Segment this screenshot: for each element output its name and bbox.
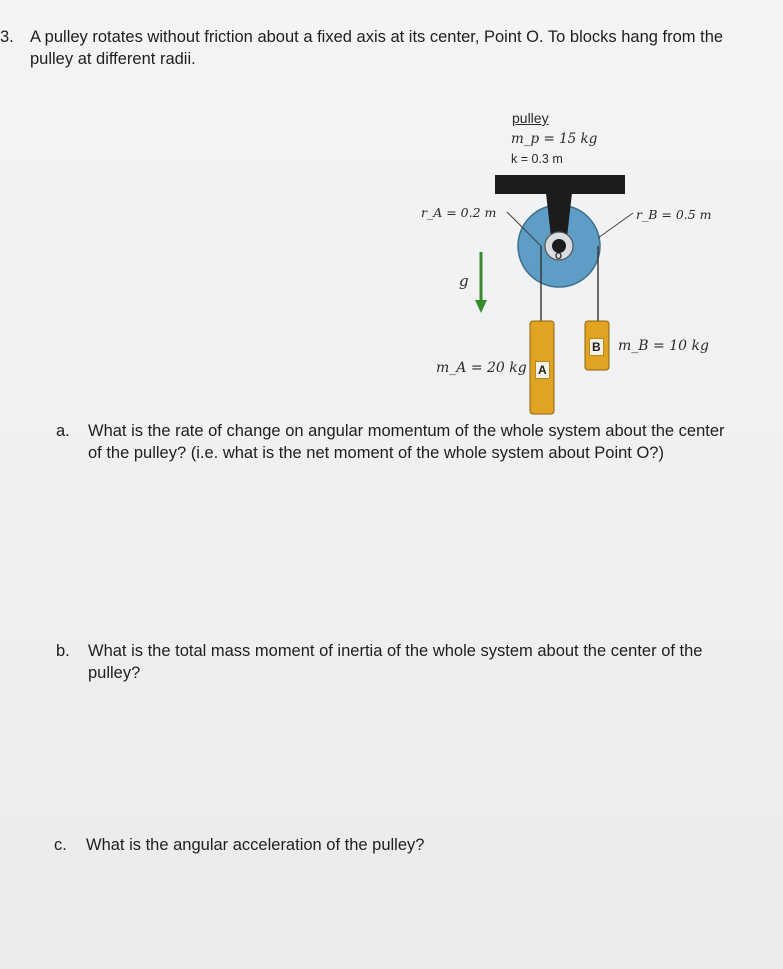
mass-a-label: m_A = 20 kg bbox=[436, 360, 527, 376]
radius-a-label: r_A = 0.2 m bbox=[421, 205, 497, 220]
part-c-text: What is the angular acceleration of the pulley? bbox=[86, 836, 425, 854]
part-c-letter: c. bbox=[54, 836, 67, 854]
gravity-arrow-icon bbox=[475, 252, 487, 313]
pulley-radius-of-gyration: k = 0.3 m bbox=[511, 152, 563, 166]
question-text: A pulley rotates without friction about a fixed axis at its center, Point O. To blocks hang from the pulley at different radii. bbox=[30, 28, 724, 68]
gravity-label: g bbox=[459, 272, 469, 290]
block-a-label: A bbox=[535, 361, 550, 379]
question-number: 3. bbox=[0, 28, 14, 46]
part-b-letter: b. bbox=[56, 642, 70, 660]
block-b-label: B bbox=[589, 338, 604, 356]
part-a-text: What is the rate of change on angular momentum of the whole system about the center of the pulley? (i.e. what is the net moment of the whole system about Point O?) bbox=[88, 422, 725, 462]
radius-b-label: r_B = 0.5 m bbox=[636, 207, 712, 222]
pulley-title: pulley bbox=[512, 110, 549, 126]
ceiling-support bbox=[495, 175, 625, 194]
r-b-leader bbox=[598, 213, 633, 238]
pulley-mass-label: m_p = 15 kg bbox=[511, 131, 598, 147]
part-a-letter: a. bbox=[56, 422, 70, 440]
point-o-label: O bbox=[555, 251, 563, 261]
mass-b-label: m_B = 10 kg bbox=[618, 338, 709, 354]
part-b-text: What is the total mass moment of inertia of the whole system about the center of the pulley? bbox=[88, 642, 703, 682]
